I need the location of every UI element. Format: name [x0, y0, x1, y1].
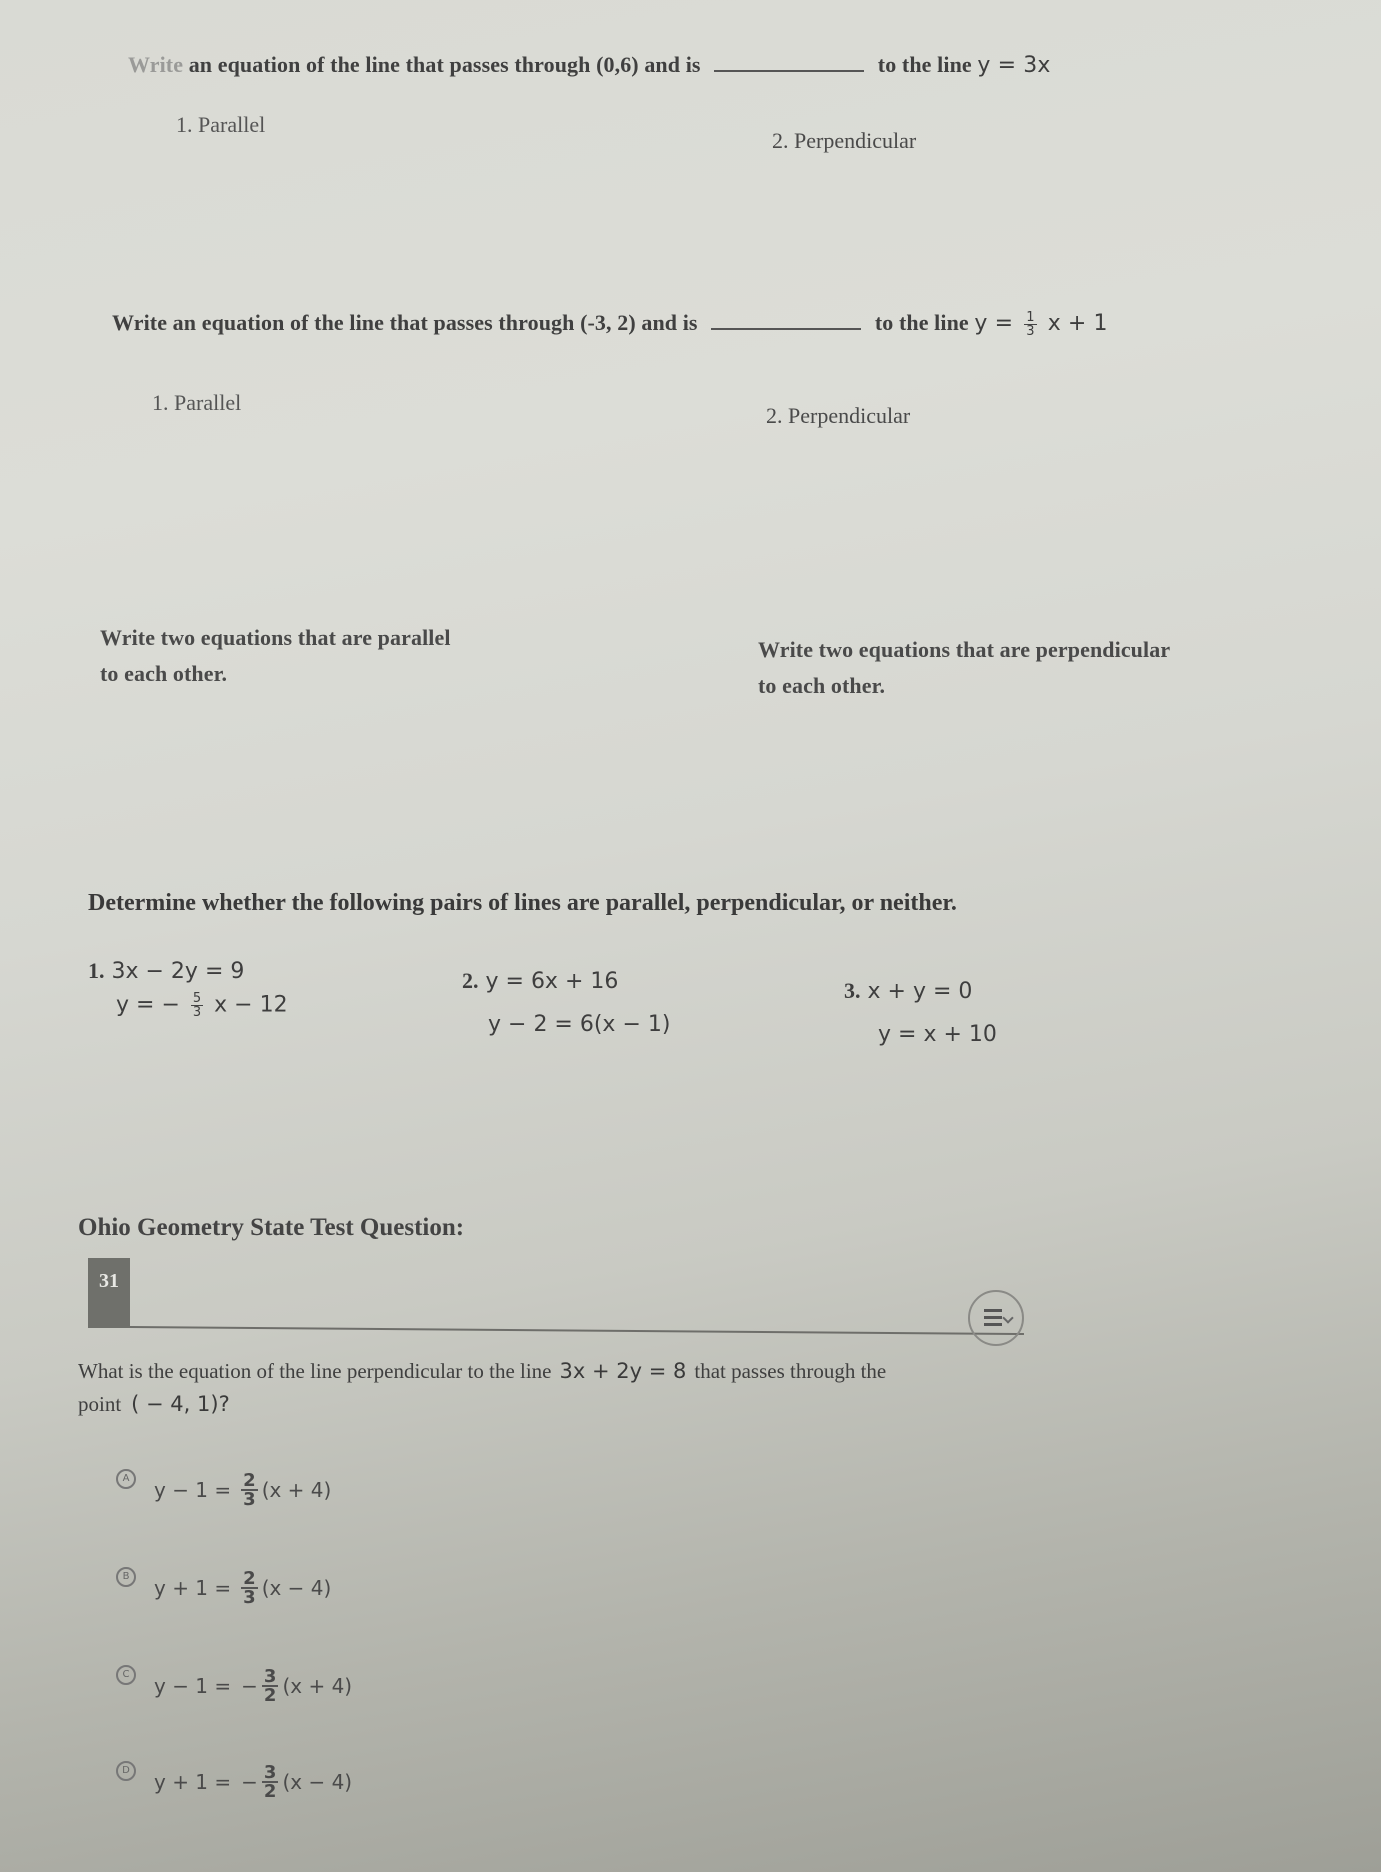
option-b-lhs: y + 1 =	[154, 1576, 232, 1600]
pair-1-eq2-lhs: y = −	[116, 992, 180, 1018]
option-d-fraction	[262, 1764, 279, 1800]
problem1-prompt-text: an equation of the line that passes through (0,6) and is	[188, 52, 701, 77]
pair-3-equation-1: x + y = 0	[867, 979, 973, 1004]
pair-1	[88, 958, 288, 1019]
pair-1-equation-1: 3x − 2y = 9	[111, 959, 245, 984]
pair-2-number: 2.	[462, 968, 479, 993]
problem3-left-line2: to each other.	[100, 661, 228, 686]
answer-option-c[interactable]	[116, 1668, 352, 1704]
pair-3-equation-2: y = x + 10	[878, 1022, 997, 1047]
question-stem	[78, 1356, 886, 1422]
question-text-point: point	[78, 1392, 122, 1416]
pair-1-eq2-fraction	[191, 992, 203, 1019]
problem3-perpendicular-prompt	[758, 632, 1170, 704]
problem1-choice-perpendicular: 2. Perpendicular	[772, 128, 917, 153]
problem2-eq-lhs: y =	[974, 311, 1014, 336]
answer-option-a[interactable]	[116, 1472, 331, 1508]
problem1-prompt-end: to the line	[877, 52, 972, 77]
problem2-blank	[711, 314, 861, 330]
problem2-prompt	[112, 310, 1108, 338]
fraction-denominator: 2	[263, 1781, 277, 1802]
fraction-denominator: 2	[263, 1685, 277, 1706]
pair-3-number: 3.	[844, 978, 861, 1003]
question-equation: 3x + 2y = 8	[559, 1359, 687, 1383]
radio-d-icon: D	[116, 1761, 136, 1781]
problem2-prompt-text: Write an equation of the line that passes through (-3, 2) and is	[112, 310, 698, 335]
fraction-denominator: 3	[192, 1005, 202, 1020]
problem2-line-equation	[974, 309, 1108, 339]
fraction-numerator: 2	[243, 1568, 256, 1589]
fraction-numerator: 3	[263, 1666, 277, 1687]
question-number-badge: 31	[88, 1258, 130, 1328]
radio-c-icon: C	[116, 1665, 136, 1685]
problem3-right-line2: to each other.	[758, 673, 886, 698]
answer-option-b[interactable]	[116, 1570, 331, 1606]
problem2-eq-rest: x + 1	[1047, 311, 1108, 336]
option-c-rhs: (x + 4)	[282, 1674, 353, 1698]
problem1-choice-parallel: 1. Parallel	[176, 112, 266, 137]
option-c-lhs: y − 1 =	[154, 1674, 232, 1698]
problem1-line-equation: y = 3x	[977, 53, 1051, 78]
answer-option-d[interactable]	[116, 1764, 352, 1800]
problem2-prompt-end: to the line	[874, 310, 969, 335]
chevron-down-icon	[1002, 1312, 1013, 1323]
question-menu-button[interactable]	[968, 1290, 1024, 1346]
question-divider	[130, 1326, 1024, 1335]
option-c-fraction	[262, 1668, 279, 1704]
option-d-rhs: (x − 4)	[282, 1770, 353, 1794]
fraction-numerator: 2	[243, 1470, 256, 1491]
option-d-sign: −	[241, 1770, 258, 1794]
radio-a-icon: A	[116, 1469, 136, 1489]
question-text-part2: that passes through the	[694, 1359, 887, 1383]
option-a-rhs: (x + 4)	[261, 1478, 332, 1502]
problem2-eq-fraction	[1024, 311, 1036, 338]
problem2-choice-parallel: 1. Parallel	[152, 390, 242, 415]
state-test-heading: Ohio Geometry State Test Question:	[78, 1214, 465, 1241]
question-text-part1: What is the equation of the line perpendicular to the line	[78, 1359, 552, 1383]
fraction-denominator: 3	[243, 1489, 256, 1510]
fraction-denominator: 3	[1026, 323, 1035, 339]
option-a-fraction	[241, 1472, 258, 1508]
fraction-denominator: 3	[243, 1587, 256, 1608]
problem4-prompt: Determine whether the following pairs of lines are parallel, perpendicular, or neither.	[88, 890, 957, 916]
radio-b-icon: B	[116, 1567, 136, 1587]
pair-1-eq2-rest: x − 12	[214, 992, 288, 1018]
problem3-right-line1: Write two equations that are perpendicular	[758, 637, 1171, 662]
problem1-prompt	[128, 52, 1050, 78]
pair-2-equation-2: y − 2 = 6(x − 1)	[488, 1012, 671, 1037]
fraction-numerator: 5	[192, 991, 202, 1006]
problem1-blank	[714, 56, 864, 72]
problem2-choice-perpendicular: 2. Perpendicular	[766, 403, 911, 428]
pair-1-number: 1.	[88, 958, 105, 983]
pair-2-equation-1: y = 6x + 16	[485, 969, 619, 994]
option-b-fraction	[241, 1570, 258, 1606]
question-point: ( − 4, 1)?	[131, 1392, 230, 1416]
fraction-numerator: 1	[1026, 309, 1035, 325]
pair-3	[844, 978, 997, 1047]
option-a-lhs: y − 1 =	[154, 1478, 232, 1502]
problem1-prompt-start: Write	[128, 52, 184, 77]
fraction-numerator: 3	[263, 1762, 277, 1783]
option-b-rhs: (x − 4)	[261, 1576, 332, 1600]
problem3-parallel-prompt	[100, 620, 451, 692]
option-c-sign: −	[241, 1674, 258, 1698]
option-d-lhs: y + 1 =	[154, 1770, 232, 1794]
problem3-left-line1: Write two equations that are parallel	[100, 625, 451, 650]
pair-2	[462, 968, 670, 1037]
